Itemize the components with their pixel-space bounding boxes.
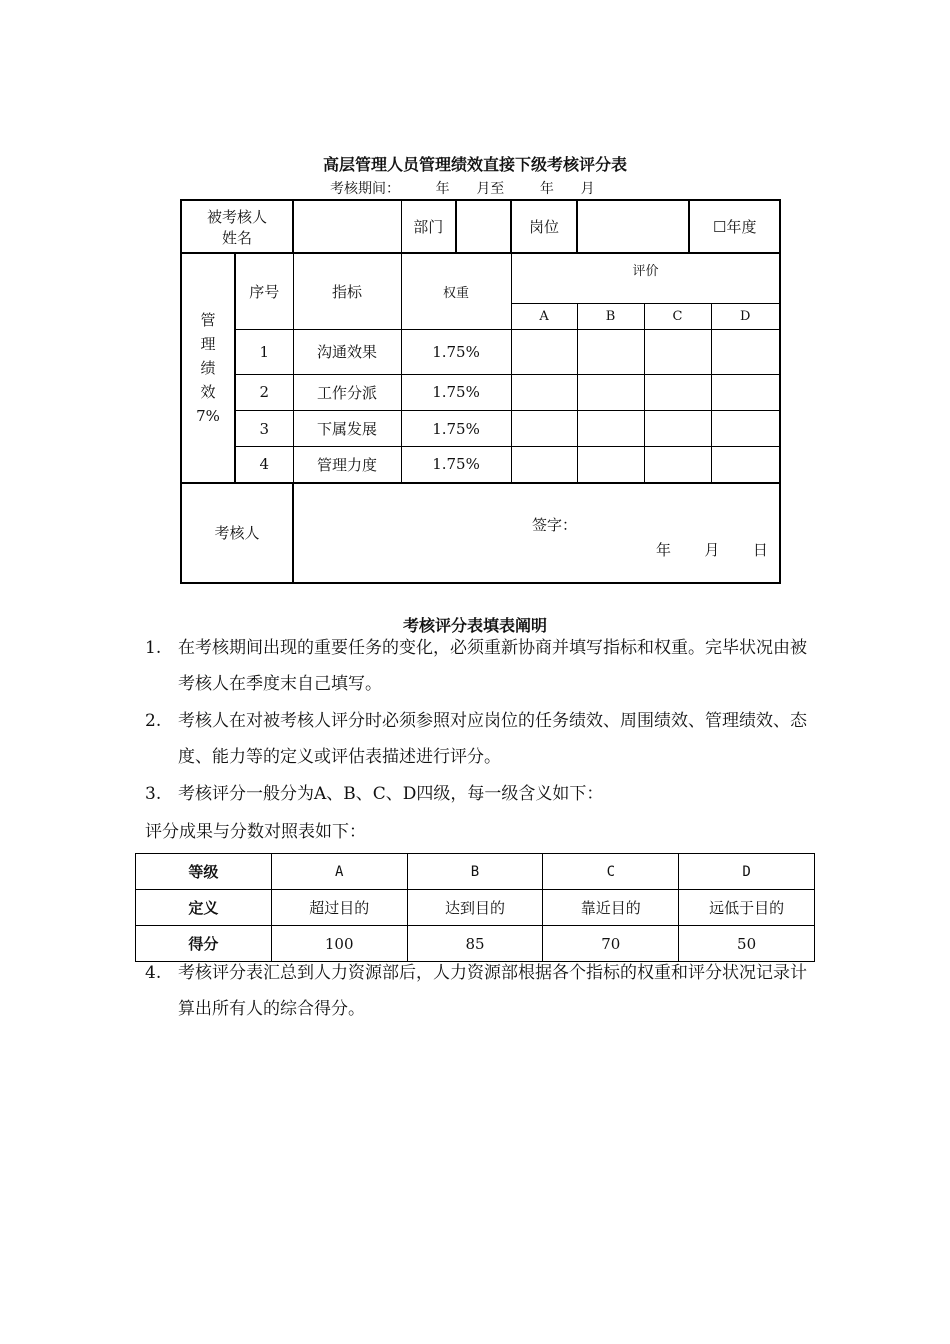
row-indicator: 沟通效果 <box>293 329 401 374</box>
position-value-cell[interactable] <box>577 200 689 253</box>
row-weight: 1.75% <box>401 374 511 410</box>
score-header: D <box>679 854 815 890</box>
grade-cell-d[interactable] <box>711 329 780 374</box>
signature-date: 年 月 日 <box>656 540 768 559</box>
definition-cell: 远低于目的 <box>679 890 815 926</box>
dept-value-cell[interactable] <box>456 200 511 253</box>
score-intro: 评分成果与分数对照表如下： <box>145 822 366 842</box>
grade-cell-c[interactable] <box>644 329 711 374</box>
row-weight: 1.75% <box>401 329 511 374</box>
row-weight: 1.75% <box>401 447 511 483</box>
row-indicator: 下属发展 <box>293 411 401 447</box>
row-seq: 1 <box>235 329 293 374</box>
grade-cell-a[interactable] <box>511 447 577 483</box>
row-indicator: 管理力度 <box>293 447 401 483</box>
dept-label: 部门 <box>401 200 456 253</box>
grade-cell-d[interactable] <box>711 374 780 410</box>
assessor-label: 考核人 <box>181 483 293 583</box>
name-value-cell[interactable] <box>293 200 401 253</box>
score-header: C <box>543 854 679 890</box>
definition-label: 定义 <box>136 890 272 926</box>
score-cell: 70 <box>543 926 679 962</box>
score-header: B <box>407 854 543 890</box>
grade-cell-a[interactable] <box>511 411 577 447</box>
row-indicator: 工作分派 <box>293 374 401 410</box>
page-title: 高层管理人员管理绩效直接下级考核评分表 <box>322 155 627 174</box>
col-header-eval: 评价 <box>511 253 780 303</box>
grade-header: A <box>511 303 577 329</box>
grade-cell-b[interactable] <box>577 447 644 483</box>
rule-item: 2. 考核人在对被考核人评分时必须参照对应岗位的任务绩效、周围绩效、管理绩效、态度、能力等的定义或评估表描述进行评分。 <box>145 711 807 767</box>
grade-header: C <box>644 303 711 329</box>
grade-cell-d[interactable] <box>711 411 780 447</box>
grade-cell-d[interactable] <box>711 447 780 483</box>
col-header-weight: 权重 <box>401 253 511 329</box>
signature-label: 签字： <box>532 515 578 534</box>
signature-cell[interactable] <box>293 483 780 583</box>
grade-header: D <box>711 303 780 329</box>
col-header-indicator: 指标 <box>293 253 401 329</box>
row-weight: 1.75% <box>401 411 511 447</box>
grade-cell-c[interactable] <box>644 374 711 410</box>
grade-cell-a[interactable] <box>511 374 577 410</box>
name-label-cell: 被考核人 姓名 <box>181 200 293 253</box>
score-cell: 50 <box>679 926 815 962</box>
grade-cell-b[interactable] <box>577 329 644 374</box>
row-seq: 3 <box>235 411 293 447</box>
period-label: 考核期间： <box>330 181 400 197</box>
score-cell: 100 <box>271 926 407 962</box>
rule-item: 3. 考核评分一般分为A、B、C、D四级，每一级含义如下： <box>145 784 604 804</box>
assessment-period: 考核期间： 年 月至 年 月 <box>330 181 595 197</box>
rules-title: 考核评分表填表阐明 <box>402 616 547 635</box>
annual-checkbox[interactable]: ☐年度 <box>689 200 780 253</box>
score-label: 得分 <box>136 926 272 962</box>
score-cell: 85 <box>407 926 543 962</box>
grade-header: B <box>577 303 644 329</box>
grade-cell-a[interactable] <box>511 329 577 374</box>
col-header-seq: 序号 <box>235 253 293 329</box>
grade-cell-b[interactable] <box>577 411 644 447</box>
row-seq: 2 <box>235 374 293 410</box>
grade-cell-c[interactable] <box>644 411 711 447</box>
definition-cell: 靠近目的 <box>543 890 679 926</box>
definition-cell: 超过目的 <box>271 890 407 926</box>
grade-cell-b[interactable] <box>577 374 644 410</box>
row-seq: 4 <box>235 447 293 483</box>
assessment-table <box>180 199 781 584</box>
score-header: 等级 <box>136 854 272 890</box>
position-label: 岗位 <box>511 200 577 253</box>
definition-cell: 达到目的 <box>407 890 543 926</box>
grade-cell-c[interactable] <box>644 447 711 483</box>
rule-item: 4. 考核评分表汇总到人力资源部后，人力资源部根据各个指标的权重和评分状况记录计算出所有人的综合得分。 <box>145 963 807 1019</box>
rule-item: 1. 在考核期间出现的重要任务的变化，必须重新协商并填写指标和权重。完毕状况由被考核人在季度末自己填写。 <box>145 638 807 694</box>
section-label-management-performance: 管 理 绩 效 7% <box>181 253 235 483</box>
score-header: A <box>271 854 407 890</box>
score-table <box>135 853 815 962</box>
